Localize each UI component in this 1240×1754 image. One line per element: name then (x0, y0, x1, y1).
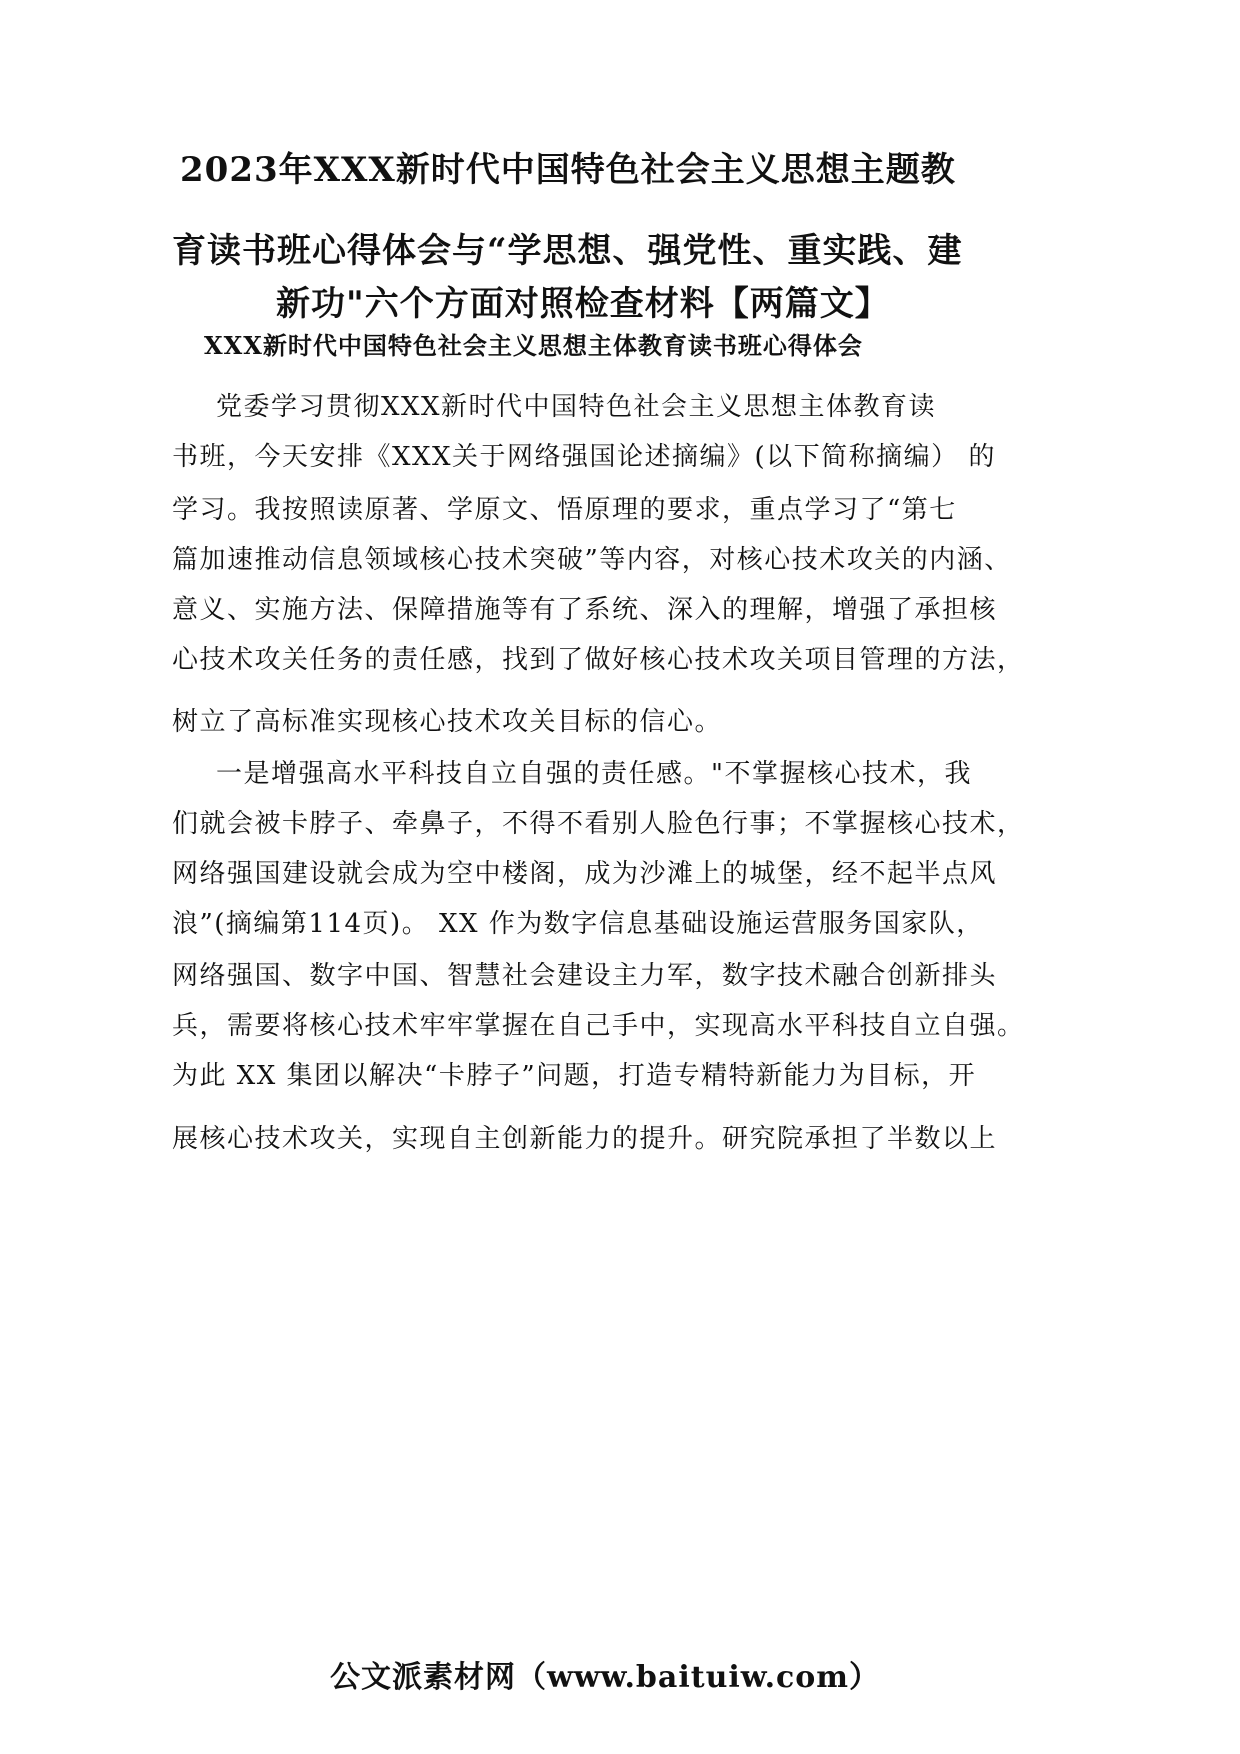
document-title-line-2: 育读书班心得体会与“学思想、强党性、重实践、建 (172, 231, 963, 271)
body-line: 为此 XX 集团以解决“卡脖子”问题，打造专精特新能力为目标，开 (172, 1061, 977, 1091)
body-line: 书班，今天安排《XXX关于网络强国论述摘编》(以下简称摘编） 的 (172, 442, 996, 472)
document-subtitle: XXX新时代中国特色社会主义思想主体教育读书班心得体会 (204, 331, 863, 360)
document-title-line-3: 新功"六个方面对照检查材料【两篇文】 (276, 284, 890, 324)
body-line: 学习。我按照读原著、学原文、悟原理的要求，重点学习了“第七 (172, 495, 957, 525)
body-line: 兵，需要将核心技术牢牢掌握在自己手中，实现高水平科技自立自强。 (172, 1011, 1025, 1041)
body-line: 心技术攻关任务的责任感，找到了做好核心技术攻关项目管理的方法， (172, 645, 1025, 675)
document-title-line-1: 2023年XXX新时代中国特色社会主义思想主题教 (180, 150, 956, 190)
body-line: 树立了高标准实现核心技术攻关目标的信心。 (172, 707, 723, 737)
body-line: 展核心技术攻关，实现自主创新能力的提升。研究院承担了半数以上 (172, 1124, 998, 1154)
body-line: 篇加速推动信息领域核心技术突破”等内容，对核心技术攻关的内涵、 (172, 545, 1012, 575)
body-line: 们就会被卡脖子、牵鼻子，不得不看别人脸色行事；不掌握核心技术， (172, 809, 1025, 839)
body-line: 一是增强高水平科技自立自强的责任感。"不掌握核心技术，我 (216, 759, 972, 789)
body-line: 党委学习贯彻XXX新时代中国特色社会主义思想主体教育读 (216, 392, 937, 422)
body-line: 网络强国建设就会成为空中楼阁，成为沙滩上的城堡，经不起半点风 (172, 859, 998, 889)
footer-source: 公文派素材网（www.baituiw.com） (330, 1660, 881, 1695)
body-line: 意义、实施方法、保障措施等有了系统、深入的理解，增强了承担核 (172, 595, 998, 625)
body-line: 浪”(摘编第114页)。 XX 作为数字信息基础设施运营服务国家队， (172, 909, 984, 939)
body-line: 网络强国、数字中国、智慧社会建设主力军，数字技术融合创新排头 (172, 961, 998, 991)
